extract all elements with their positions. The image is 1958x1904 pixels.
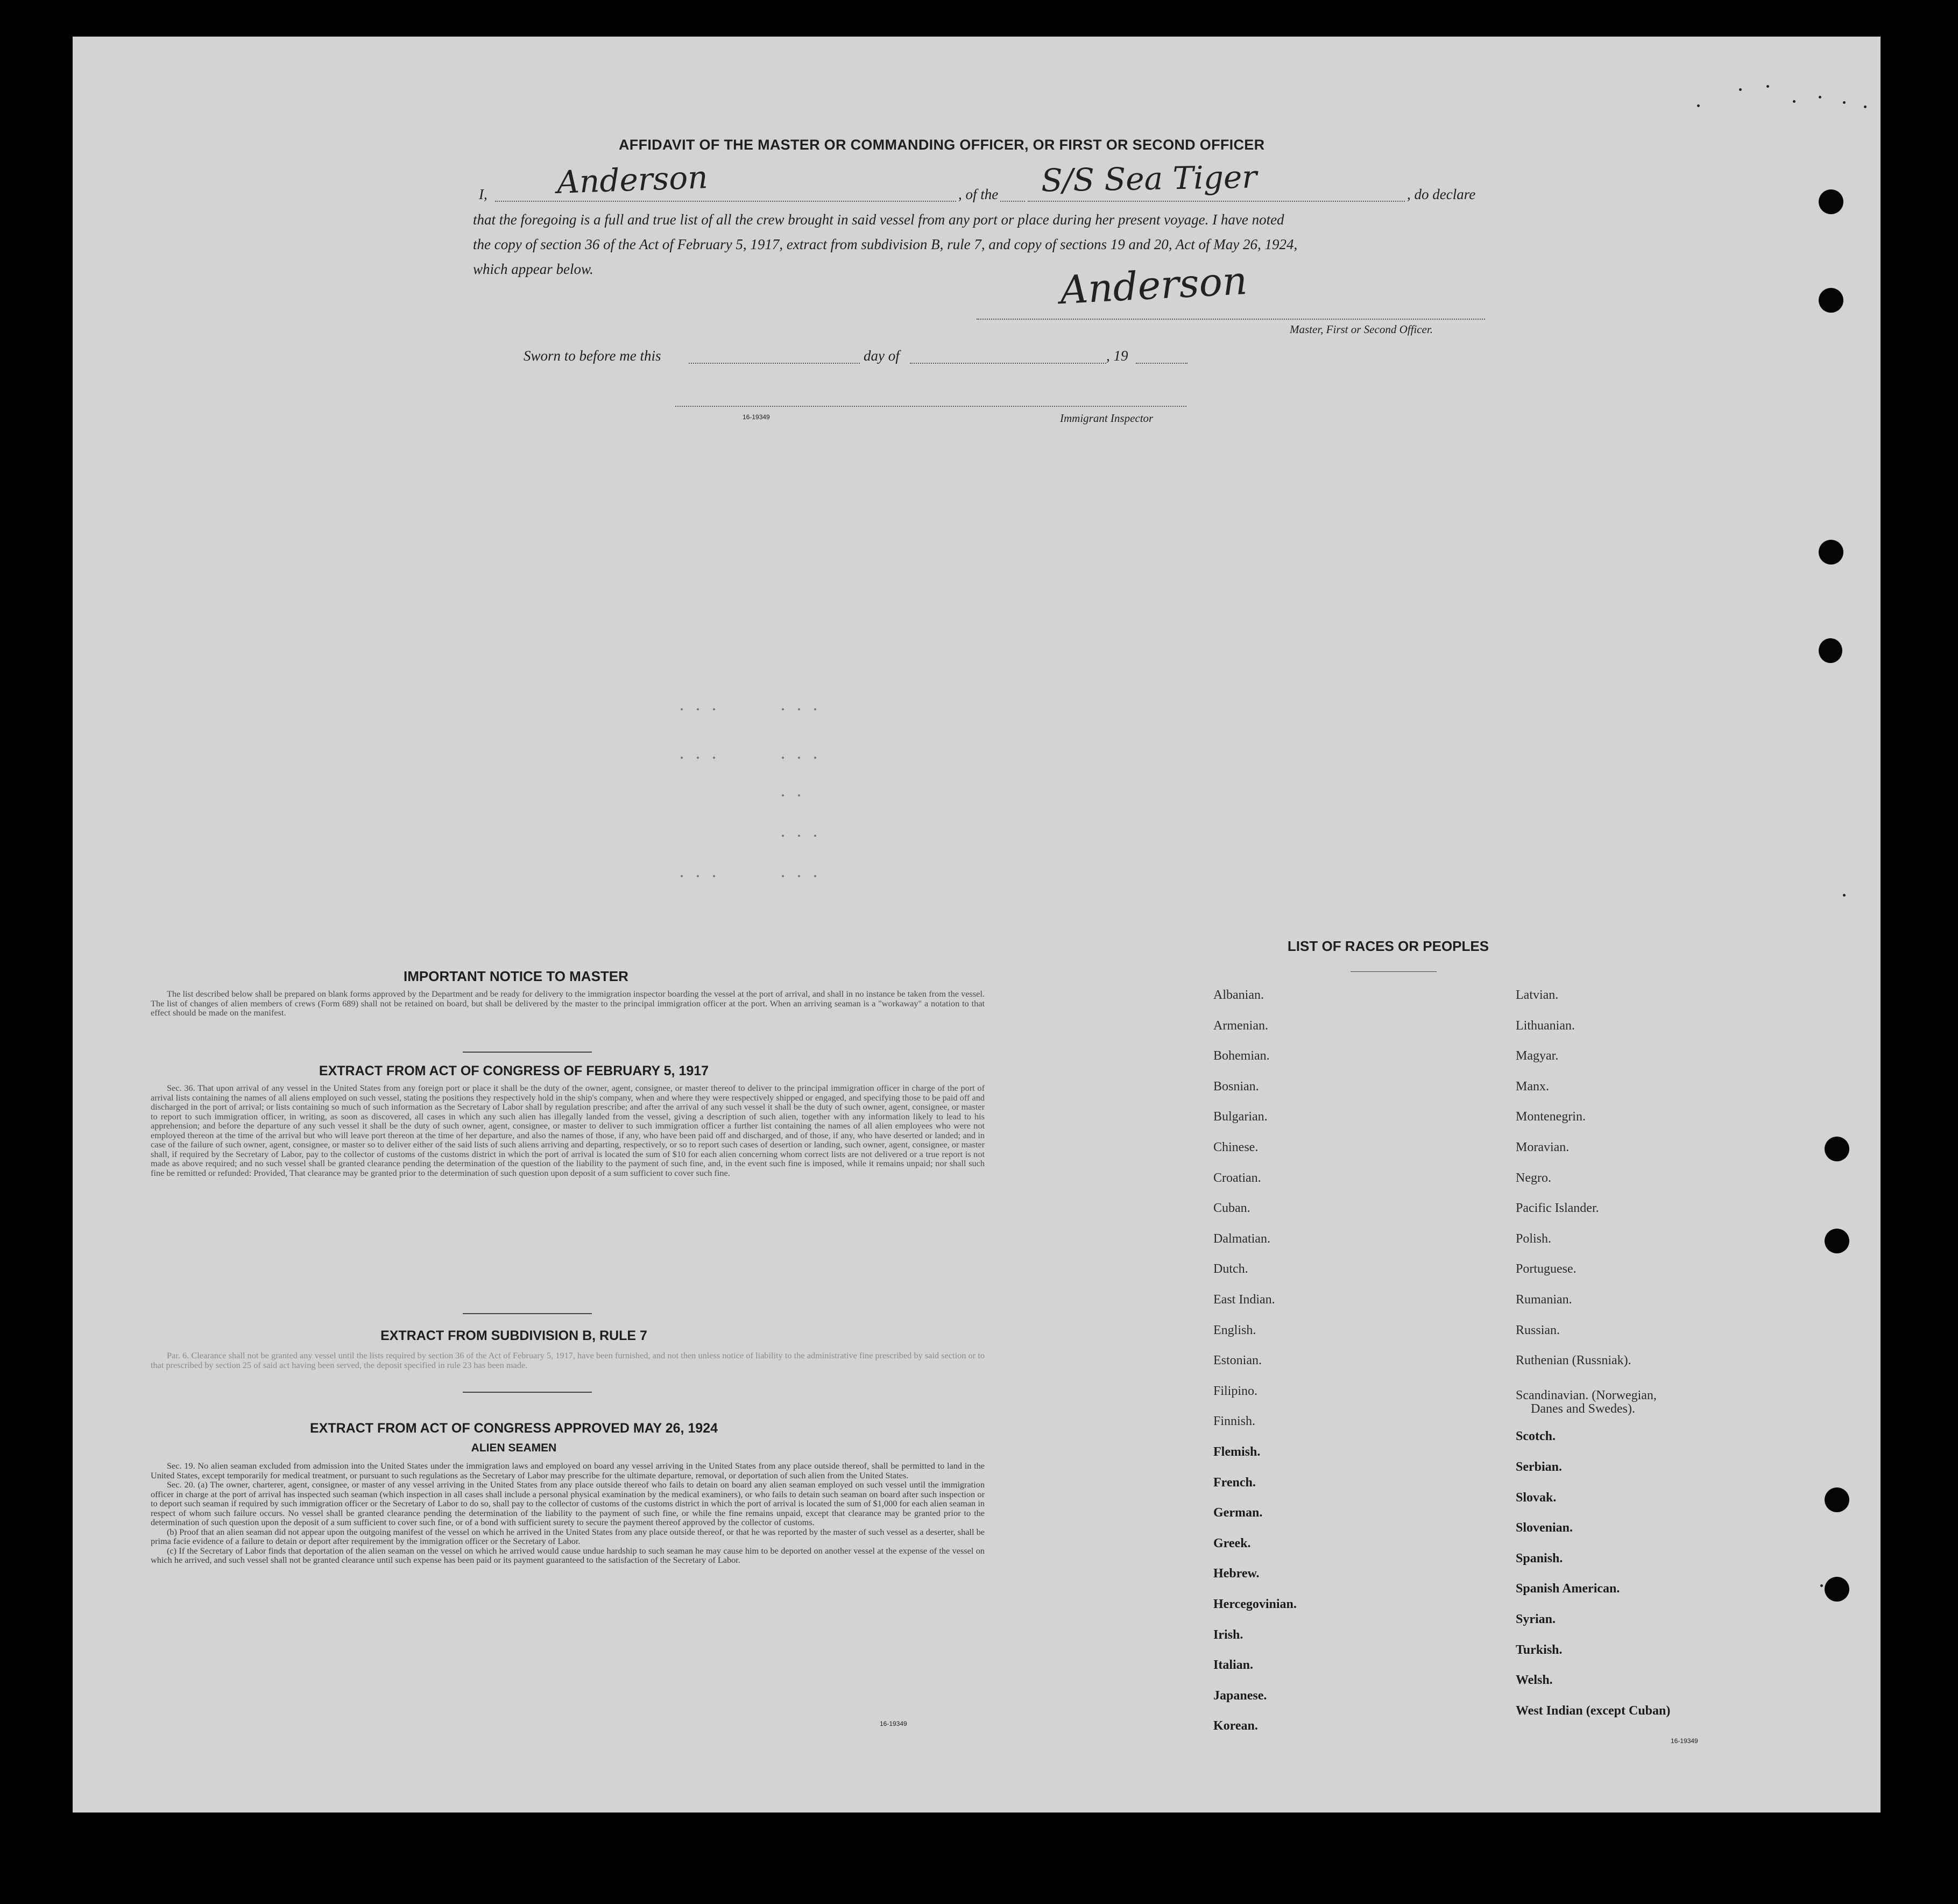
affidavit-line-2: that the foregoing is a full and true list of all the crew brought in said vessel from any port or place during her present voyage. I have noted bbox=[473, 211, 1284, 228]
race-item: Scandinavian. (Norwegian, bbox=[1516, 1388, 1657, 1402]
manifest-page bbox=[73, 37, 1881, 1813]
handwritten-signature: Anderson bbox=[1059, 257, 1249, 313]
race-item: Bulgarian. bbox=[1213, 1110, 1268, 1124]
race-item: German. bbox=[1213, 1506, 1263, 1520]
vessel-blank bbox=[1028, 201, 1472, 202]
race-item: Montenegrin. bbox=[1516, 1110, 1586, 1124]
extract-1917-title: EXTRACT FROM ACT OF CONGRESS OF FEBRUARY 5, 1917 bbox=[319, 1063, 709, 1078]
signature-caption: Master, First or Second Officer. bbox=[1290, 323, 1433, 336]
sworn-label: Sworn to before me this bbox=[524, 348, 661, 364]
extract-1924-title: EXTRACT FROM ACT OF CONGRESS APPROVED MAY 26, 1924 bbox=[309, 1421, 718, 1436]
race-item: Serbian. bbox=[1516, 1460, 1563, 1474]
race-item: Armenian. bbox=[1213, 1018, 1268, 1033]
binder-hole bbox=[1819, 540, 1843, 565]
faint-dot-leaders bbox=[675, 704, 858, 951]
inspector-line bbox=[675, 406, 1186, 407]
race-item: Rumanian. bbox=[1516, 1293, 1572, 1307]
divider bbox=[1351, 971, 1437, 972]
binder-hole bbox=[1825, 1577, 1849, 1602]
section-20c-text: (c) If the Secretary of Labor finds that deportation of the alien seaman on the vessel on which he arrived would cause undue hardship to such seaman he may cause him to be deported on another vessel at the expense of the vessel on which he arrived, and such vessel shall not be granted clearance until such expense has been paid or its payment guaranteed to the satisfaction of the Secretary of Labor. bbox=[151, 1545, 985, 1565]
alien-seamen-subtitle: ALIEN SEAMEN bbox=[471, 1442, 557, 1454]
affidavit-of-the-label: , of the bbox=[956, 186, 1000, 203]
race-item: Flemish. bbox=[1213, 1445, 1261, 1459]
binder-hole bbox=[1819, 288, 1843, 313]
signature-line bbox=[977, 319, 1485, 320]
race-item: Hercegovinian. bbox=[1213, 1597, 1297, 1611]
race-item: Portuguese. bbox=[1516, 1262, 1577, 1277]
race-item: Irish. bbox=[1213, 1627, 1243, 1642]
binder-hole bbox=[1819, 638, 1842, 663]
race-item: Danes and Swedes). bbox=[1531, 1401, 1635, 1416]
race-item: Pacific Islander. bbox=[1516, 1201, 1599, 1216]
extract-rule-7-title: EXTRACT FROM SUBDIVISION B, RULE 7 bbox=[380, 1328, 647, 1343]
sworn-year-blank bbox=[1136, 363, 1187, 364]
divider bbox=[463, 1392, 592, 1393]
notice-body bbox=[151, 989, 985, 1018]
affidavit-title: AFFIDAVIT OF THE MASTER OR COMMANDING OFFICER, OR FIRST OR SECOND OFFICER bbox=[619, 137, 1265, 153]
binder-hole bbox=[1825, 1487, 1849, 1512]
section-36-text: Sec. 36. That upon arrival of any vessel in the United States from any foreign port or place it shall be the duty of the owner, agent, consignee, or master thereof to deliver to the principal immigration officer in charge of the port of arrival lists containing the names of all aliens employed on such vessel, stating the positions they respectively hold in the ship's company, when and where they were respectively shipped or engaged, and specifying those to be paid off and discharged in the port of arrival; or lists containing so much of such information as the Secretary of Labor shall by regulation prescribe; and after the arrival of any such vessel it shall be the duty of such owner, agent, consignee, or master to report to such immigration officer, in writing, as soon as discovered, all cases in which any such alien has illegally landed from the vessel, giving a description of such alien, together with any information likely to lead to his apprehension; and before the departure of any such vessel it shall be the duty of such owner, agent, consignee, or master to deliver to such immigration officer a further list containing the names of all alien employees who were not employed thereon at the time of the arrival but who will leave port thereon at the time of her departure, and also the names of those, if any, who have been paid off and discharged, and of those, if any, who have deserted or landed; and in case of the failure of such owner, agent, consignee, or master so to deliver either of the said lists of such aliens arriving and departing, respectively, or so to report such cases of desertion or landing, such owner, agent, consignee, or master shall, if required by the Secretary of Labor, pay to the collector of customs of the customs district in which the port of arrival is located the sum of $10 for each alien concerning whom correct lists are not delivered or a true report is not made as above required; and no such vessel shall be granted clearance pending the determination of the question of the liability to the payment of such fine, and, in the event such fine is imposed, while it remains unpaid; nor shall such fine be remitted or refunded: Provided, That clearance may be granted prior to the determination of such question upon deposit of a sum sufficient to cover such fine. bbox=[151, 1083, 985, 1178]
race-item: Dutch. bbox=[1213, 1262, 1248, 1277]
affidavit-line-3: the copy of section 36 of the Act of February 5, 1917, extract from subdivision B, rule 7, and copy of sections 19 and 20, Act of May 26, 1924, bbox=[473, 236, 1298, 252]
race-item: Latvian. bbox=[1516, 988, 1559, 1002]
sworn-day-blank bbox=[689, 363, 860, 364]
race-item: Lithuanian. bbox=[1516, 1018, 1575, 1033]
notice-paragraph: The list described below shall be prepared on blank forms approved by the Department and be ready for delivery to the immigration inspector boarding the vessel at the port of arrival, and shall in no instance be taken from the vessel. The list of changes of alien members of crews (Form 689) shall not be retained on board, but shall be delivered by the master to the principal immigration officer at the port. When an arriving seaman is a "workaway" a notation to that effect should be made on the manifest. bbox=[151, 989, 985, 1018]
notice-title: IMPORTANT NOTICE TO MASTER bbox=[404, 968, 628, 984]
race-item: Korean. bbox=[1213, 1719, 1258, 1733]
binder-hole bbox=[1825, 1229, 1849, 1253]
race-item: Scotch. bbox=[1516, 1429, 1556, 1444]
race-item: Albanian. bbox=[1213, 988, 1264, 1002]
race-item: Greek. bbox=[1213, 1536, 1251, 1550]
binder-hole bbox=[1819, 189, 1843, 214]
divider bbox=[463, 1313, 592, 1314]
race-item: Polish. bbox=[1516, 1231, 1552, 1246]
race-item: Magyar. bbox=[1516, 1049, 1559, 1063]
race-item: Manx. bbox=[1516, 1079, 1549, 1094]
race-item: Welsh. bbox=[1516, 1673, 1553, 1688]
affidavit-form-number: 16-19349 bbox=[743, 413, 770, 421]
rule-7-text: Par. 6. Clearance shall not be granted any vessel until the lists required by section 36 of the Act of February 5, 1917, have been furnished, and not then unless notice of liability to the administrative fine prescribed by said section or to that prescribed by section 25 of said act having been served, the deposit specified in rule 23 has been made. bbox=[151, 1350, 985, 1370]
race-item: Italian. bbox=[1213, 1658, 1254, 1673]
name-blank bbox=[495, 201, 1025, 202]
race-item: Chinese. bbox=[1213, 1140, 1259, 1154]
affidavit-i-label: I, bbox=[479, 186, 487, 202]
race-item: Spanish. bbox=[1516, 1551, 1563, 1565]
speck bbox=[1819, 96, 1821, 98]
race-item: Dalmatian. bbox=[1213, 1231, 1270, 1246]
speck bbox=[1793, 100, 1796, 103]
speck bbox=[1864, 105, 1867, 108]
speck bbox=[1766, 85, 1769, 88]
race-item: English. bbox=[1213, 1323, 1256, 1337]
race-item: Cuban. bbox=[1213, 1201, 1250, 1216]
extract-rule-7-body bbox=[151, 1351, 985, 1370]
speck bbox=[1697, 104, 1700, 107]
race-item: Spanish American. bbox=[1516, 1582, 1620, 1596]
section-19-text: Sec. 19. No alien seaman excluded from admission into the United States under the immigration laws and employed on board any vessel arriving in the United States from any place outside thereof, shall be permitted to land in the United States, except temporarily for medical treatment, or pursuant to such regulations as the Secretary of Labor may prescribe for the ultimate departure, removal, or deportation of such alien from the United States. bbox=[151, 1461, 985, 1480]
race-item: Turkish. bbox=[1516, 1642, 1563, 1657]
section-20a-text: Sec. 20. (a) The owner, charterer, agent, consignee, or master of any vessel arriving in the United States from any place outside thereof who fails to detain on board any alien seaman employed on such vessel until the immigration officer in charge at the port of arrival has inspected such seaman (which inspection in all cases shall include a personal physical examination by the medical examiners), or who fails to detain such seaman on board after such inspection or to deport such seaman if required by such immigration officer or the Secretary of Labor to do so, shall pay to the collector of customs of the customs district in which the port of arrival is located the sum of $1,000 for each alien seaman in respect of whom such failure occurs. No vessel shall be granted clearance pending the determination of the liability to the payment of such fine, or while the fine remains unpaid, except that clearance may be granted prior to the determination of such question upon the deposit of a sum sufficient to cover such fine, or of a bond with sufficient surety to secure the payment thereof approved by the collector of customs. bbox=[151, 1479, 985, 1527]
race-item: Bosnian. bbox=[1213, 1079, 1259, 1094]
extract-1917-body bbox=[151, 1083, 985, 1177]
race-item: Ruthenian (Russniak). bbox=[1516, 1353, 1631, 1368]
speck bbox=[1820, 1584, 1823, 1587]
race-item: Filipino. bbox=[1213, 1384, 1258, 1398]
handwritten-name: Anderson bbox=[556, 159, 709, 201]
race-item: Croatian. bbox=[1213, 1170, 1261, 1185]
race-item: Japanese. bbox=[1213, 1688, 1267, 1703]
sworn-month-blank bbox=[910, 363, 1106, 364]
speck bbox=[1843, 101, 1846, 104]
race-item: Slovak. bbox=[1516, 1490, 1557, 1505]
race-item: Estonian. bbox=[1213, 1353, 1262, 1368]
speck bbox=[1843, 894, 1846, 897]
handwritten-vessel: S/S Sea Tiger bbox=[1041, 158, 1257, 199]
races-title: LIST OF RACES OR PEOPLES bbox=[1287, 938, 1489, 954]
race-item: Negro. bbox=[1516, 1170, 1551, 1185]
speck bbox=[1739, 88, 1742, 91]
extract-1924-body bbox=[151, 1461, 985, 1565]
section-20b-text: (b) Proof that an alien seaman did not appear upon the outgoing manifest of the vessel on which he arrived in the United States from any place outside thereof, or that he was reported by the master of such vessel as a deserter, shall be prima facie evidence of a failure to detain or deport after requirement by the immigration officer or the Secretary of Labor. bbox=[151, 1526, 985, 1546]
binder-hole bbox=[1825, 1137, 1849, 1161]
race-item: French. bbox=[1213, 1475, 1256, 1490]
races-form-number: 16-19349 bbox=[1671, 1737, 1698, 1745]
race-item: Hebrew. bbox=[1213, 1567, 1260, 1581]
race-item: Slovenian. bbox=[1516, 1521, 1573, 1535]
race-item: Bohemian. bbox=[1213, 1049, 1270, 1063]
race-item: Russian. bbox=[1516, 1323, 1560, 1337]
race-item: Moravian. bbox=[1516, 1140, 1570, 1154]
race-item: Syrian. bbox=[1516, 1612, 1556, 1626]
affidavit-line-4: which appear below. bbox=[473, 261, 593, 277]
inspector-caption: Immigrant Inspector bbox=[1060, 412, 1154, 425]
sworn-day-of-label: day of bbox=[864, 348, 900, 364]
affidavit-declare-label: , do declare bbox=[1407, 186, 1476, 202]
notice-form-number: 16-19349 bbox=[880, 1720, 907, 1727]
race-item: Finnish. bbox=[1213, 1414, 1256, 1429]
race-item: West Indian (except Cuban) bbox=[1516, 1703, 1671, 1718]
race-item: East Indian. bbox=[1213, 1293, 1275, 1307]
sworn-year-label: , 19 bbox=[1106, 348, 1128, 364]
divider bbox=[463, 1052, 592, 1053]
